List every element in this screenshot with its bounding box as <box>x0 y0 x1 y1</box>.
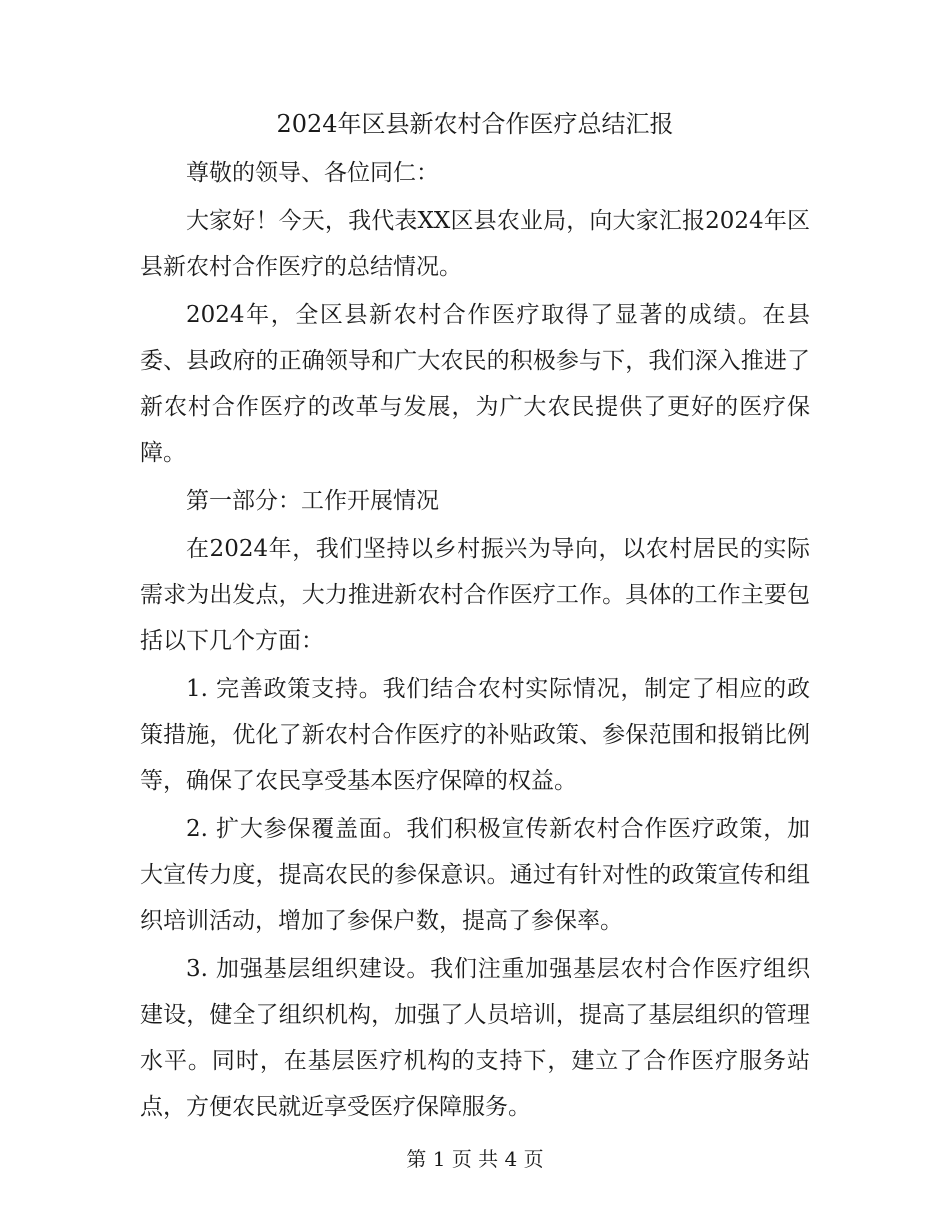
section-intro-paragraph: 在2024年，我们坚持以乡村振兴为导向，以农村居民的实际需求为出发点，大力推进新农村合作医疗工作。具体的工作主要包括以下几个方面： <box>140 536 810 654</box>
overview-paragraph: 2024年，全区县新农村合作医疗取得了显著的成绩。在县委、县政府的正确领导和广大农民的积极参与下，我们深入推进了新农村合作医疗的改革与发展，为广大农民提供了更好的医疗保障。 <box>140 302 810 466</box>
section-heading: 第一部分：工作开展情况 <box>186 488 439 514</box>
salutation-paragraph: 尊敬的领导、各位同仁： <box>186 160 439 186</box>
list-item-coverage: 2. 扩大参保覆盖面。我们积极宣传新农村合作医疗政策，加大宣传力度，提高农民的参保意识。通过有针对性的政策宣传和组织培训活动，增加了参保户数，提高了参保率。 <box>140 816 810 934</box>
page-footer: 第 1 页 共 4 页 <box>406 1147 544 1171</box>
greeting-paragraph: 大家好！今天，我代表XX区县农业局，向大家汇报2024年区县新农村合作医疗的总结情况。 <box>140 208 810 280</box>
document-title: 2024年区县新农村合作医疗总结汇报 <box>276 110 674 138</box>
list-item-policy: 1. 完善政策支持。我们结合农村实际情况，制定了相应的政策措施，优化了新农村合作医疗的补贴政策、参保范围和报销比例等，确保了农民享受基本医疗保障的权益。 <box>140 676 810 794</box>
document-body <box>140 150 810 1132</box>
list-item-organization: 3. 加强基层组织建设。我们注重加强基层农村合作医疗组织建设，健全了组织机构，加强了人员培训，提高了基层组织的管理水平。同时，在基层医疗机构的支持下，建立了合作医疗服务站点，方便农民就近享受医疗保障服务。 <box>140 956 810 1120</box>
